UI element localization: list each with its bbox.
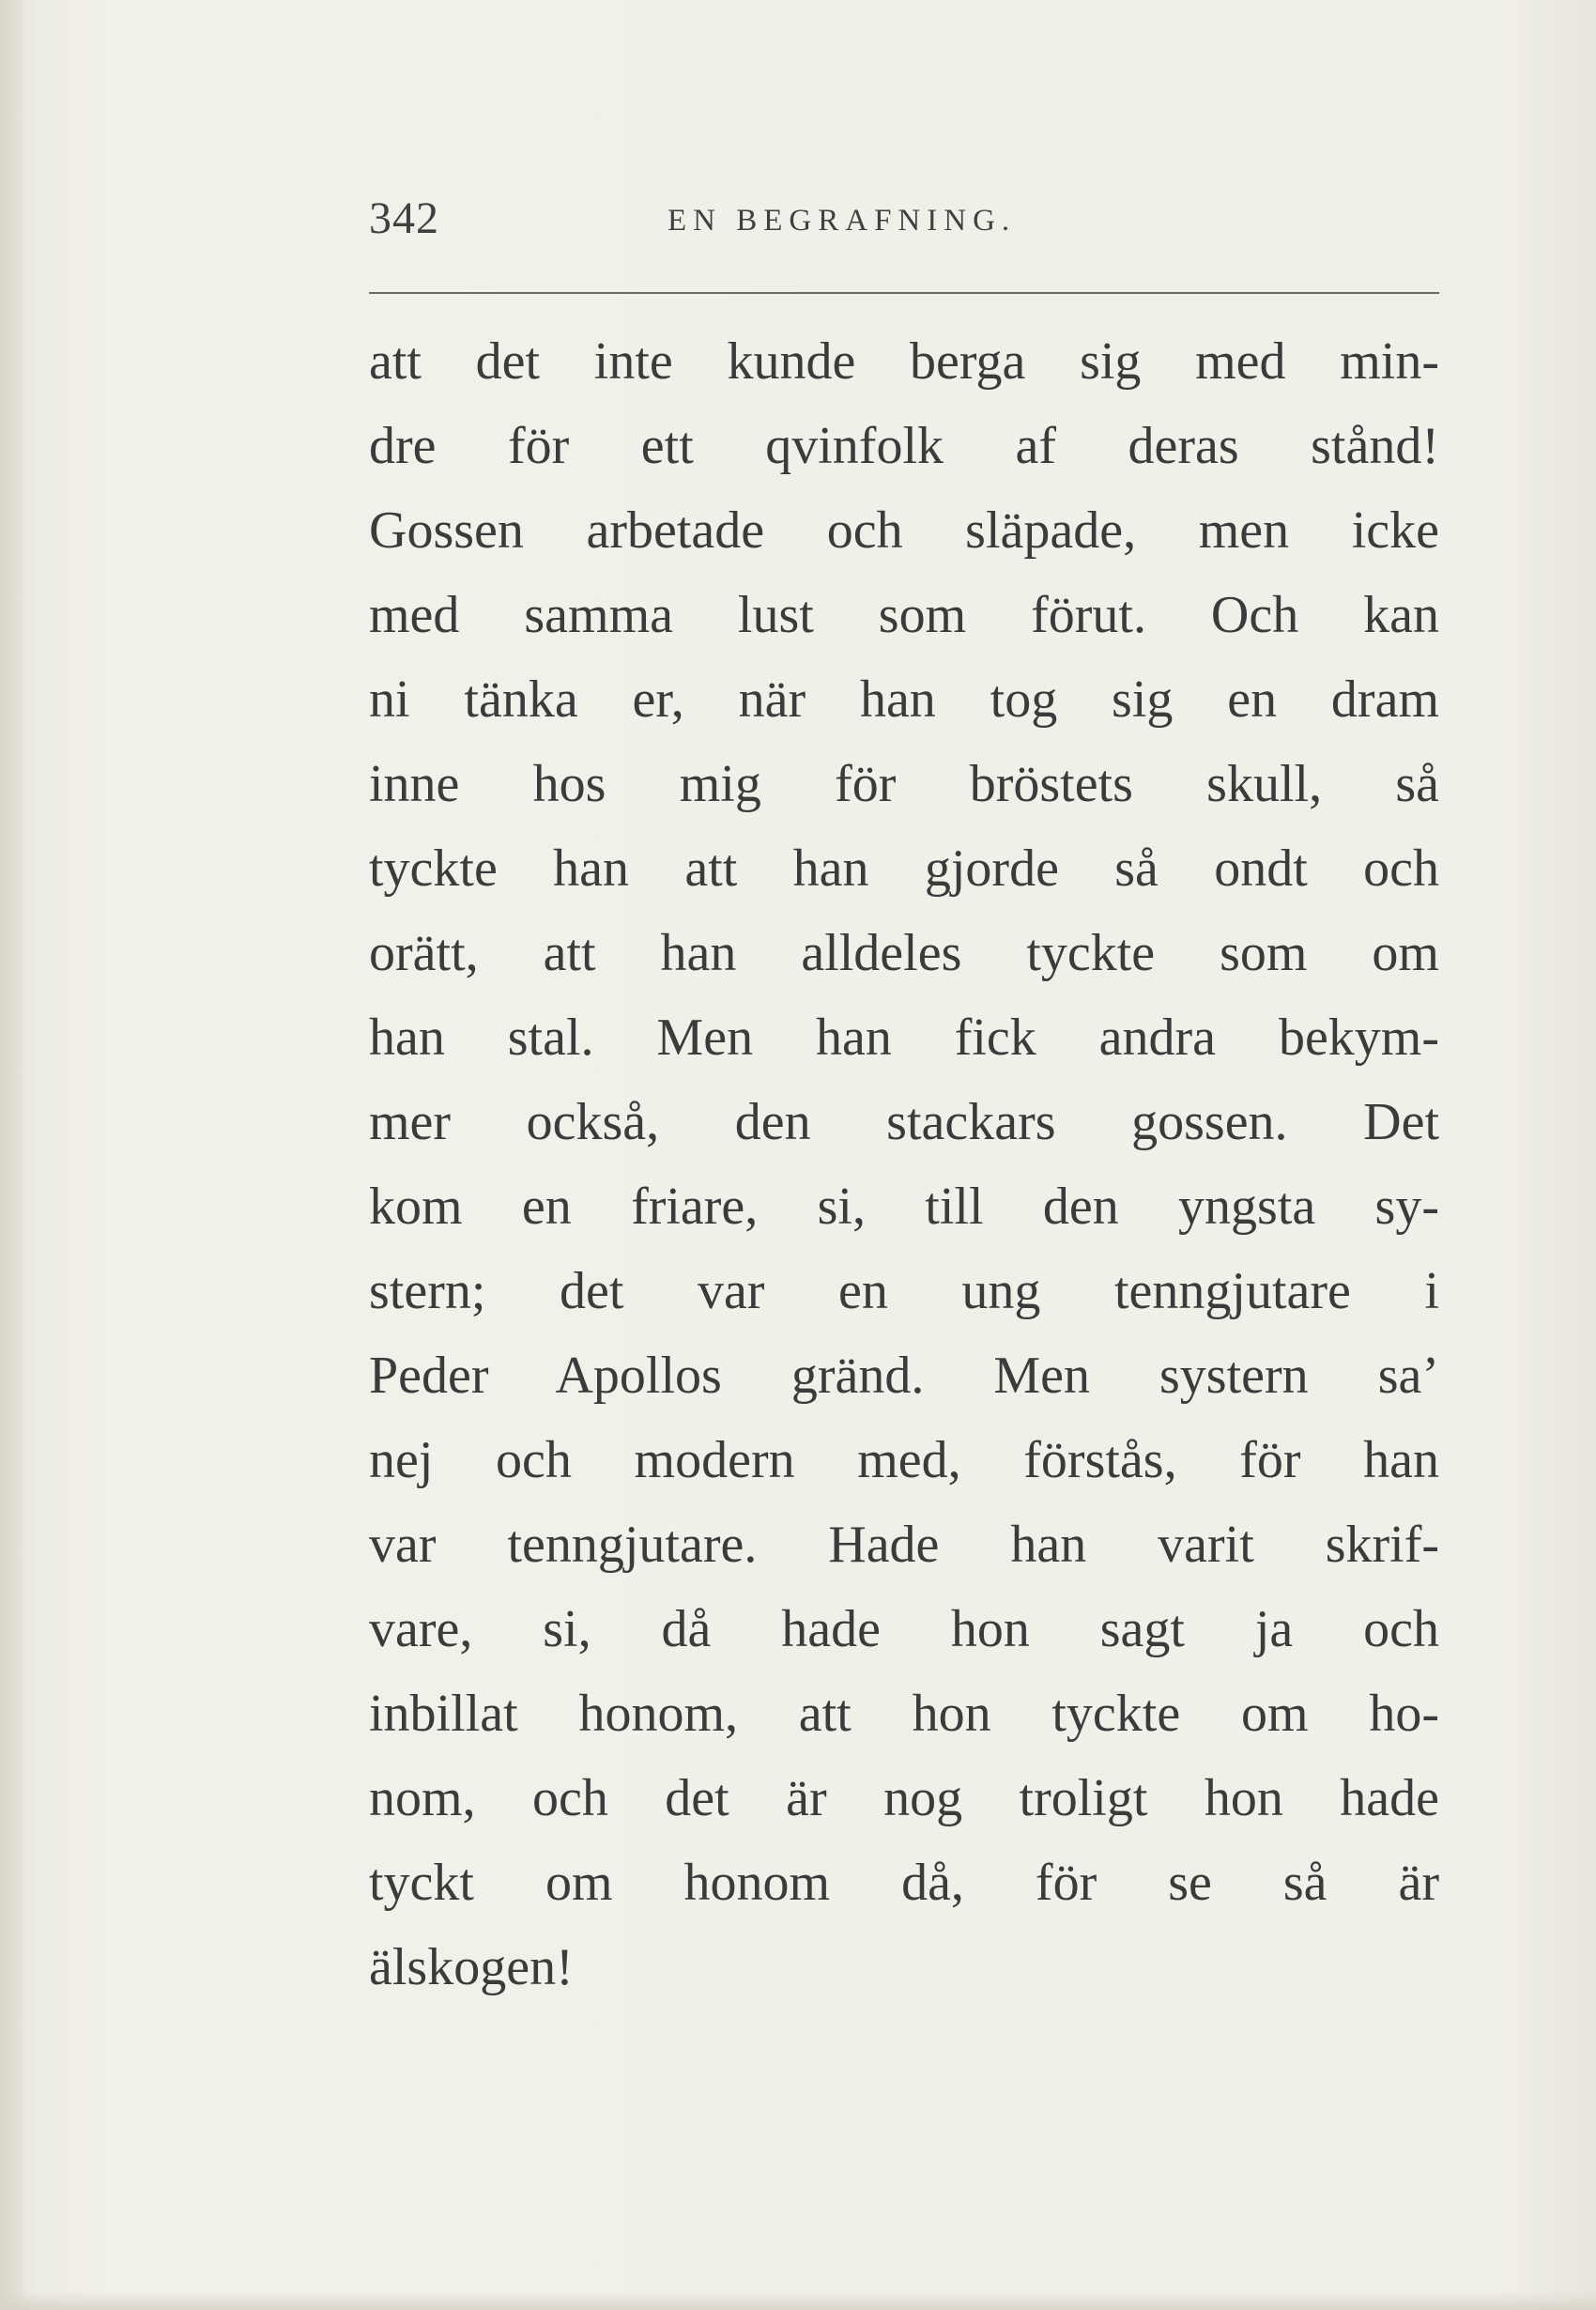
running-title: EN BEGRAFNING. bbox=[668, 204, 1017, 238]
spine-shadow bbox=[0, 0, 28, 2310]
text-line: tyckte han att han gjorde så ondt och bbox=[369, 839, 1439, 898]
page-number: 342 bbox=[369, 193, 439, 243]
text-line: tyckt om honom då, för se så är bbox=[369, 1854, 1439, 1912]
text-line: nej och modern med, förstås, för han bbox=[369, 1431, 1439, 1489]
body-text bbox=[369, 319, 1439, 2010]
text-line: var tenngjutare. Hade han varit skrif- bbox=[369, 1516, 1439, 1574]
text-line: kom en friare, si, till den yngsta sy- bbox=[369, 1178, 1439, 1236]
text-line: vare, si, då hade hon sagt ja och bbox=[369, 1600, 1439, 1658]
text-line: Peder Apollos gränd. Men systern sa’ bbox=[369, 1347, 1439, 1405]
running-head bbox=[369, 192, 1439, 249]
text-line: ni tänka er, när han tog sig en dram bbox=[369, 670, 1439, 729]
text-line: han stal. Men han fick andra bekym- bbox=[369, 1009, 1439, 1067]
text-line: inne hos mig för bröstets skull, så bbox=[369, 755, 1439, 813]
page-bottom-edge bbox=[0, 2291, 1596, 2310]
text-line: nom, och det är nog troligt hon hade bbox=[369, 1769, 1439, 1827]
text-line: Gossen arbetade och släpade, men icke bbox=[369, 501, 1439, 560]
header-rule bbox=[369, 292, 1439, 294]
text-line: stern; det var en ung tenngjutare i bbox=[369, 1262, 1439, 1320]
text-line: mer också, den stackars gossen. Det bbox=[369, 1093, 1439, 1151]
text-line: med samma lust som förut. Och kan bbox=[369, 586, 1439, 644]
text-line: inbillat honom, att hon tyckte om ho- bbox=[369, 1685, 1439, 1743]
text-line: att det inte kunde berga sig med min- bbox=[369, 332, 1439, 391]
text-line: dre för ett qvinfolk af deras stånd! bbox=[369, 417, 1439, 475]
text-line: älskogen! bbox=[369, 1938, 574, 1996]
text-line: orätt, att han alldeles tyckte som om bbox=[369, 924, 1439, 982]
